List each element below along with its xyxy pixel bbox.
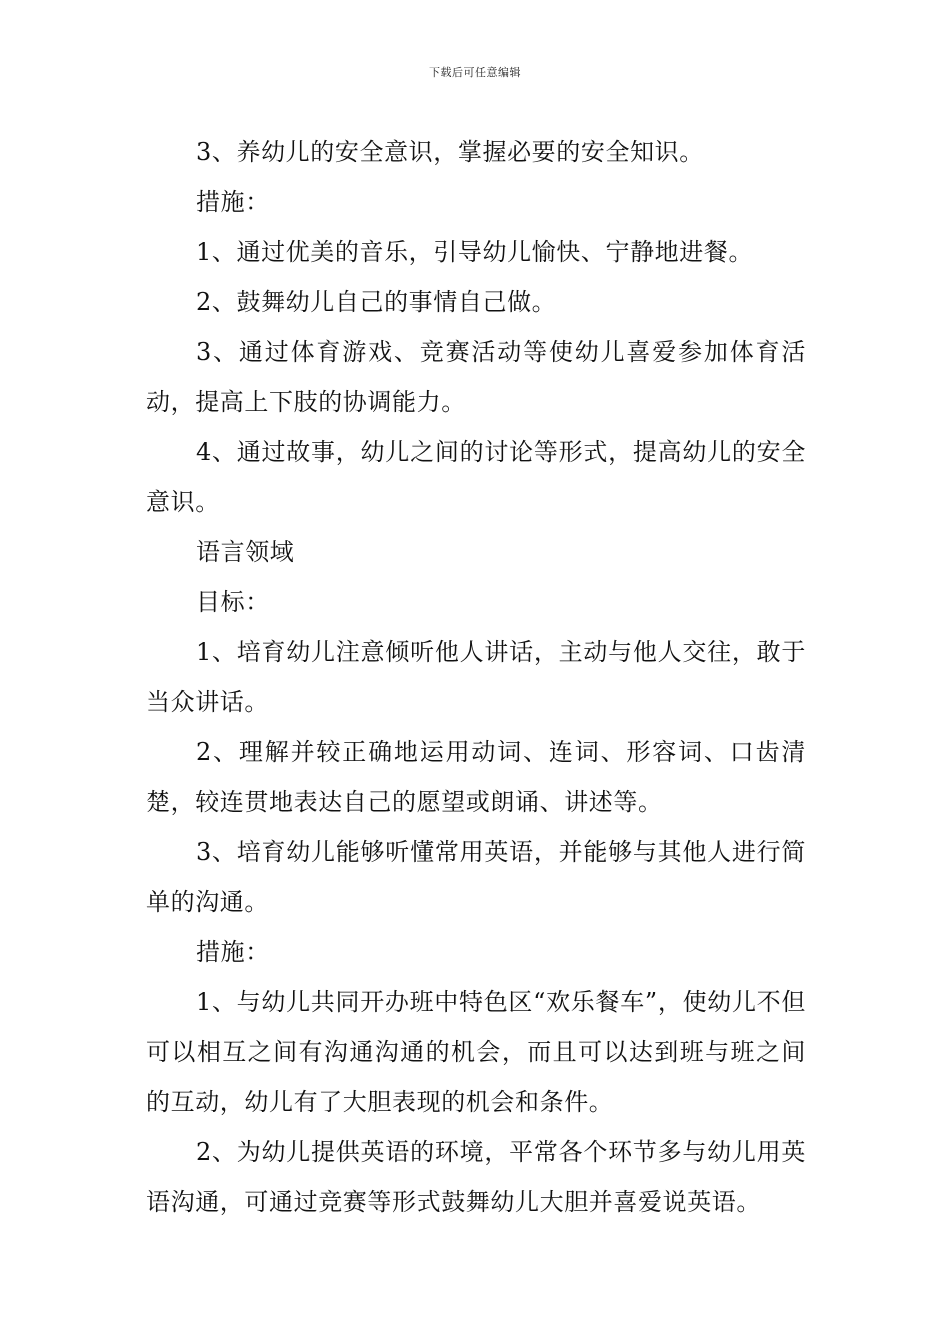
- paragraph-measures-heading-2: 措施：: [196, 938, 270, 966]
- paragraph-goal-expression: 2、理解并较正确地运用动词、连词、形容词、口齿清楚，较连贯地表达自己的愿望或朗诵、讲述等。: [146, 738, 806, 816]
- paragraph-goals-heading: 目标：: [196, 588, 270, 616]
- document-body: [146, 127, 806, 1227]
- paragraph-measure-stories: 4、通过故事，幼儿之间的讨论等形式，提高幼儿的安全意识。: [146, 438, 806, 516]
- paragraph-safety-goal: 3、养幼儿的安全意识，掌握必要的安全知识。: [196, 138, 704, 166]
- paragraph-measures-heading: 措施：: [196, 188, 270, 216]
- paragraph-measure-self-care: 2、鼓舞幼儿自己的事情自己做。: [196, 288, 557, 316]
- paragraph-measure-music: 1、通过优美的音乐，引导幼儿愉快、宁静地进餐。: [196, 238, 754, 266]
- page-header-note: 下载后可任意编辑: [429, 66, 521, 79]
- paragraph-goal-listening: 1、培育幼儿注意倾听他人讲话，主动与他人交往，敢于当众讲话。: [146, 638, 806, 716]
- section-heading-language: 语言领域: [196, 538, 295, 566]
- paragraph-measure-sports: 3、通过体育游戏、竞赛活动等使幼儿喜爱参加体育活动，提高上下肢的协调能力。: [146, 338, 806, 416]
- paragraph-goal-english: 3、培育幼儿能够听懂常用英语，并能够与其他人进行简单的沟通。: [146, 838, 806, 916]
- paragraph-measure-english-env: 2、为幼儿提供英语的环境，平常各个环节多与幼儿用英语沟通，可通过竞赛等形式鼓舞幼儿大胆并喜爱说英语。: [146, 1138, 806, 1216]
- paragraph-measure-dining-car: 1、与幼儿共同开办班中特色区“欢乐餐车”，使幼儿不但可以相互之间有沟通沟通的机会，而且可以达到班与班之间的互动，幼儿有了大胆表现的机会和条件。: [146, 988, 806, 1116]
